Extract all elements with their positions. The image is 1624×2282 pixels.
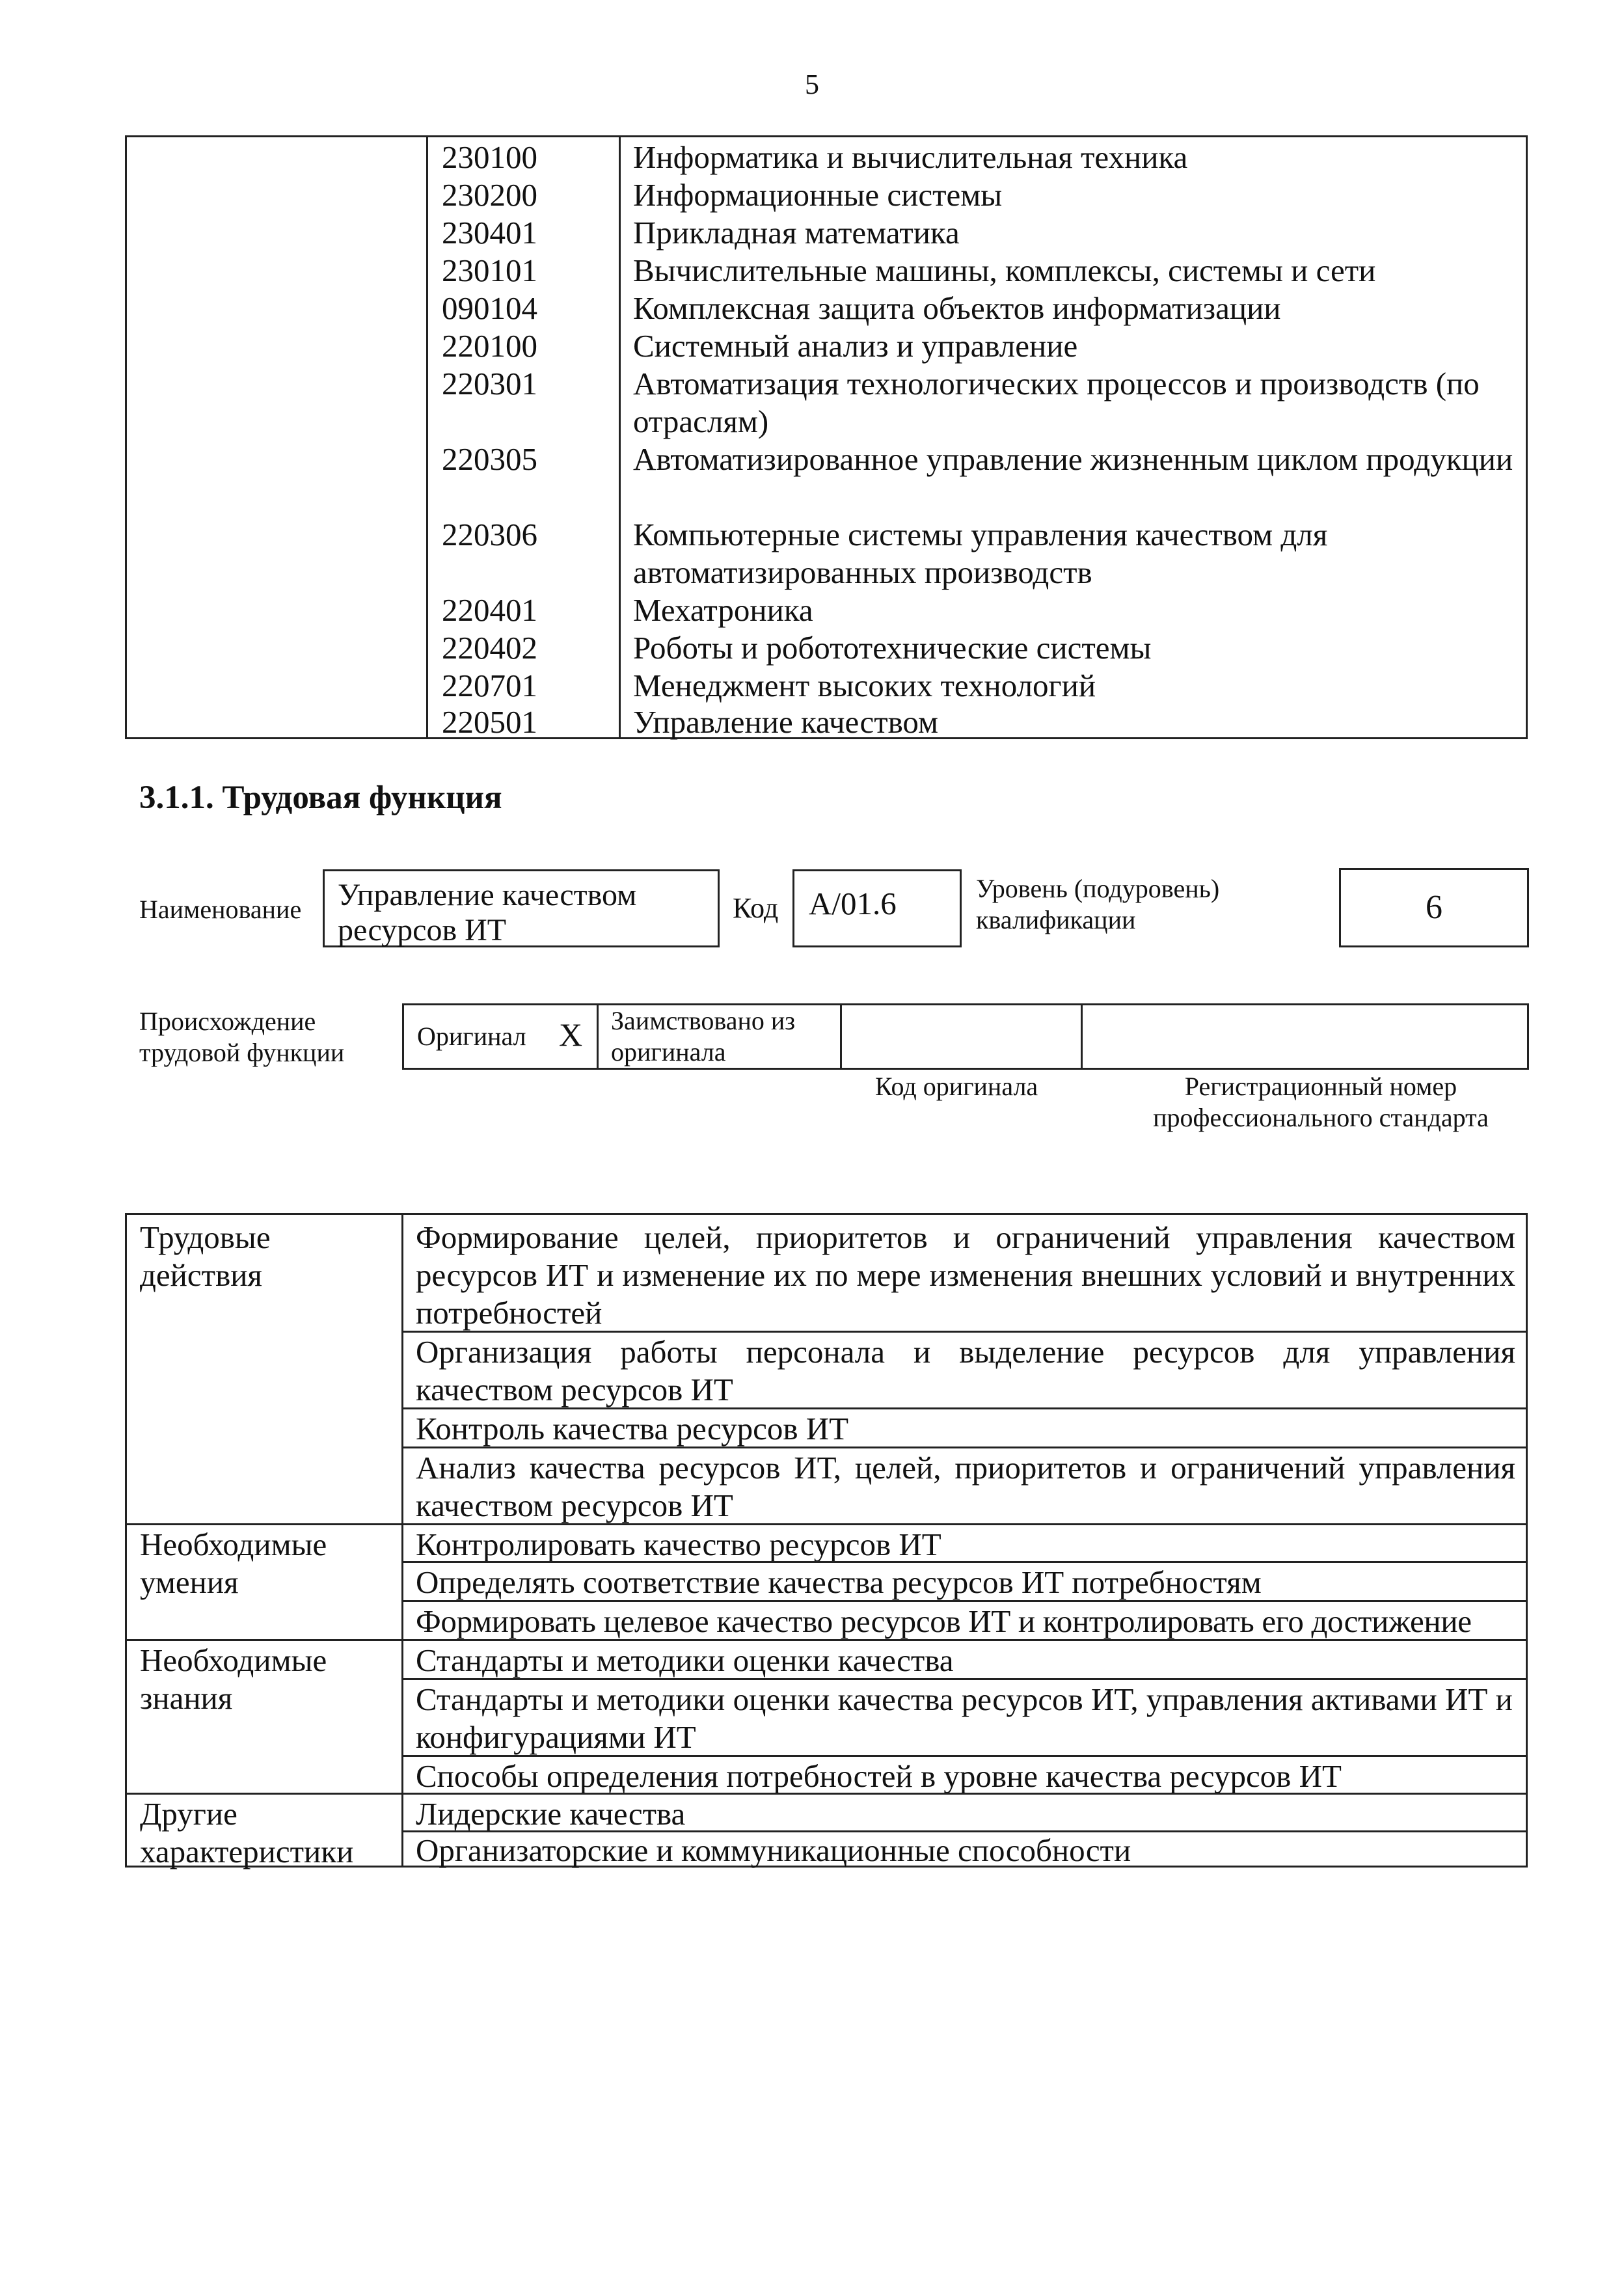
code-label: Код xyxy=(733,892,779,924)
specialty-code: 220501 xyxy=(442,704,537,740)
specialty-name: Информатика и вычислительная техника xyxy=(633,139,1188,175)
specialty-code: 230101 xyxy=(442,252,537,288)
page-number: 5 xyxy=(805,68,819,100)
row-divider xyxy=(401,1561,1526,1563)
specialty-name: Автоматизированное управление жизненным циклом продукции xyxy=(633,441,1513,477)
specialty-code: 220100 xyxy=(442,328,537,364)
original-label: Оригинал xyxy=(417,1022,526,1051)
table-item: Организация работы персонала и выделение ресурсов для управления качеством ресурсов ИТ xyxy=(416,1334,1515,1407)
specialty-name: Роботы и робототехнические системы xyxy=(633,630,1152,666)
function-code-value: A/01.6 xyxy=(792,869,962,947)
level-label: Уровень (подуровень) квалификации xyxy=(976,874,1220,934)
original-mark: X xyxy=(559,1016,583,1053)
specialty-code: 230100 xyxy=(442,139,537,175)
specialty-name: Мехатроника xyxy=(633,592,813,628)
table-item: Формировать целевое качество ресурсов ИТ и контролировать его достижение xyxy=(416,1603,1472,1639)
level-value: 6 xyxy=(1339,868,1529,947)
specialty-code: 230401 xyxy=(442,215,537,251)
specialty-code: 220701 xyxy=(442,668,537,703)
category-labor-actions: Трудовые действия xyxy=(140,1219,271,1293)
column-divider xyxy=(597,1005,599,1068)
row-divider xyxy=(401,1331,1526,1333)
table-item: Контроль качества ресурсов ИТ xyxy=(416,1411,849,1447)
specialty-code: 090104 xyxy=(442,290,537,326)
borrowed-label: Заимствовано из оригинала xyxy=(611,1006,796,1066)
specialty-name: Менеджмент высоких технологий xyxy=(633,668,1096,703)
table-item: Контролировать качество ресурсов ИТ xyxy=(416,1527,941,1562)
specialty-code: 220402 xyxy=(442,630,537,666)
category-divider xyxy=(127,1639,1526,1641)
labor-function-table xyxy=(125,1213,1528,1868)
origin-label: Происхождение трудовой функции xyxy=(139,1007,345,1067)
specialty-code: 220401 xyxy=(442,592,537,628)
column-divider xyxy=(426,137,428,737)
specialty-code: 220301 xyxy=(442,366,537,401)
specialty-code: 220306 xyxy=(442,517,537,552)
specialty-code: 220305 xyxy=(442,441,537,477)
column-divider xyxy=(1081,1005,1083,1068)
specialty-code: 230200 xyxy=(442,177,537,213)
column-divider xyxy=(619,137,621,737)
specialty-name: Комплексная защита объектов информатизации xyxy=(633,290,1281,326)
row-divider xyxy=(401,1407,1526,1409)
table-item: Организаторские и коммуникационные способности xyxy=(416,1832,1131,1868)
category-required-skills: Необходимые умения xyxy=(140,1527,327,1600)
table-item: Определять соответствие качества ресурсов ИТ потребностям xyxy=(416,1564,1262,1600)
table-item: Способы определения потребностей в уровне качества ресурсов ИТ xyxy=(416,1758,1342,1794)
registration-number-caption: Регистрационный номер профессионального стандарта xyxy=(1153,1072,1489,1132)
specialty-name: Вычислительные машины, комплексы, системы и сети xyxy=(633,252,1376,288)
table-item: Стандарты и методики оценки качества ресурсов ИТ, управления активами ИТ и конфигурациями ИТ xyxy=(416,1681,1513,1755)
table-item: Лидерские качества xyxy=(416,1796,686,1832)
specialty-name: Автоматизация технологических процессов и производств (по отраслям) xyxy=(633,366,1480,439)
row-divider xyxy=(401,1600,1526,1602)
specialty-name: Управление качеством xyxy=(633,704,938,740)
function-name-value: Управление качеством ресурсов ИТ xyxy=(323,869,720,947)
column-divider xyxy=(840,1005,842,1068)
specialty-table xyxy=(125,135,1528,739)
specialty-name: Прикладная математика xyxy=(633,215,960,251)
table-item: Формирование целей, приоритетов и ограничений управления качеством ресурсов ИТ и изменение их по мере изменения внешних условий и внутренних потребностей xyxy=(416,1219,1515,1331)
name-label: Наименование xyxy=(139,895,302,924)
category-other-characteristics: Другие характеристики xyxy=(140,1796,354,1869)
specialty-name: Системный анализ и управление xyxy=(633,328,1078,364)
category-divider xyxy=(127,1523,1526,1525)
original-code-caption: Код оригинала xyxy=(874,1072,1038,1101)
specialty-name: Компьютерные системы управления качеством для автоматизированных производств xyxy=(633,517,1328,590)
category-required-knowledge: Необходимые знания xyxy=(140,1642,327,1716)
table-item: Стандарты и методики оценки качества xyxy=(416,1642,954,1678)
row-divider xyxy=(401,1447,1526,1448)
row-divider xyxy=(401,1678,1526,1680)
section-title: 3.1.1. Трудовая функция xyxy=(139,780,502,816)
row-divider xyxy=(401,1755,1526,1757)
category-divider xyxy=(127,1793,1526,1795)
column-divider xyxy=(401,1215,403,1866)
origin-table xyxy=(402,1003,1529,1070)
specialty-name: Информационные системы xyxy=(633,177,1003,213)
table-item: Анализ качества ресурсов ИТ, целей, приоритетов и ограничений управления качеством ресурсов ИТ xyxy=(416,1450,1515,1523)
